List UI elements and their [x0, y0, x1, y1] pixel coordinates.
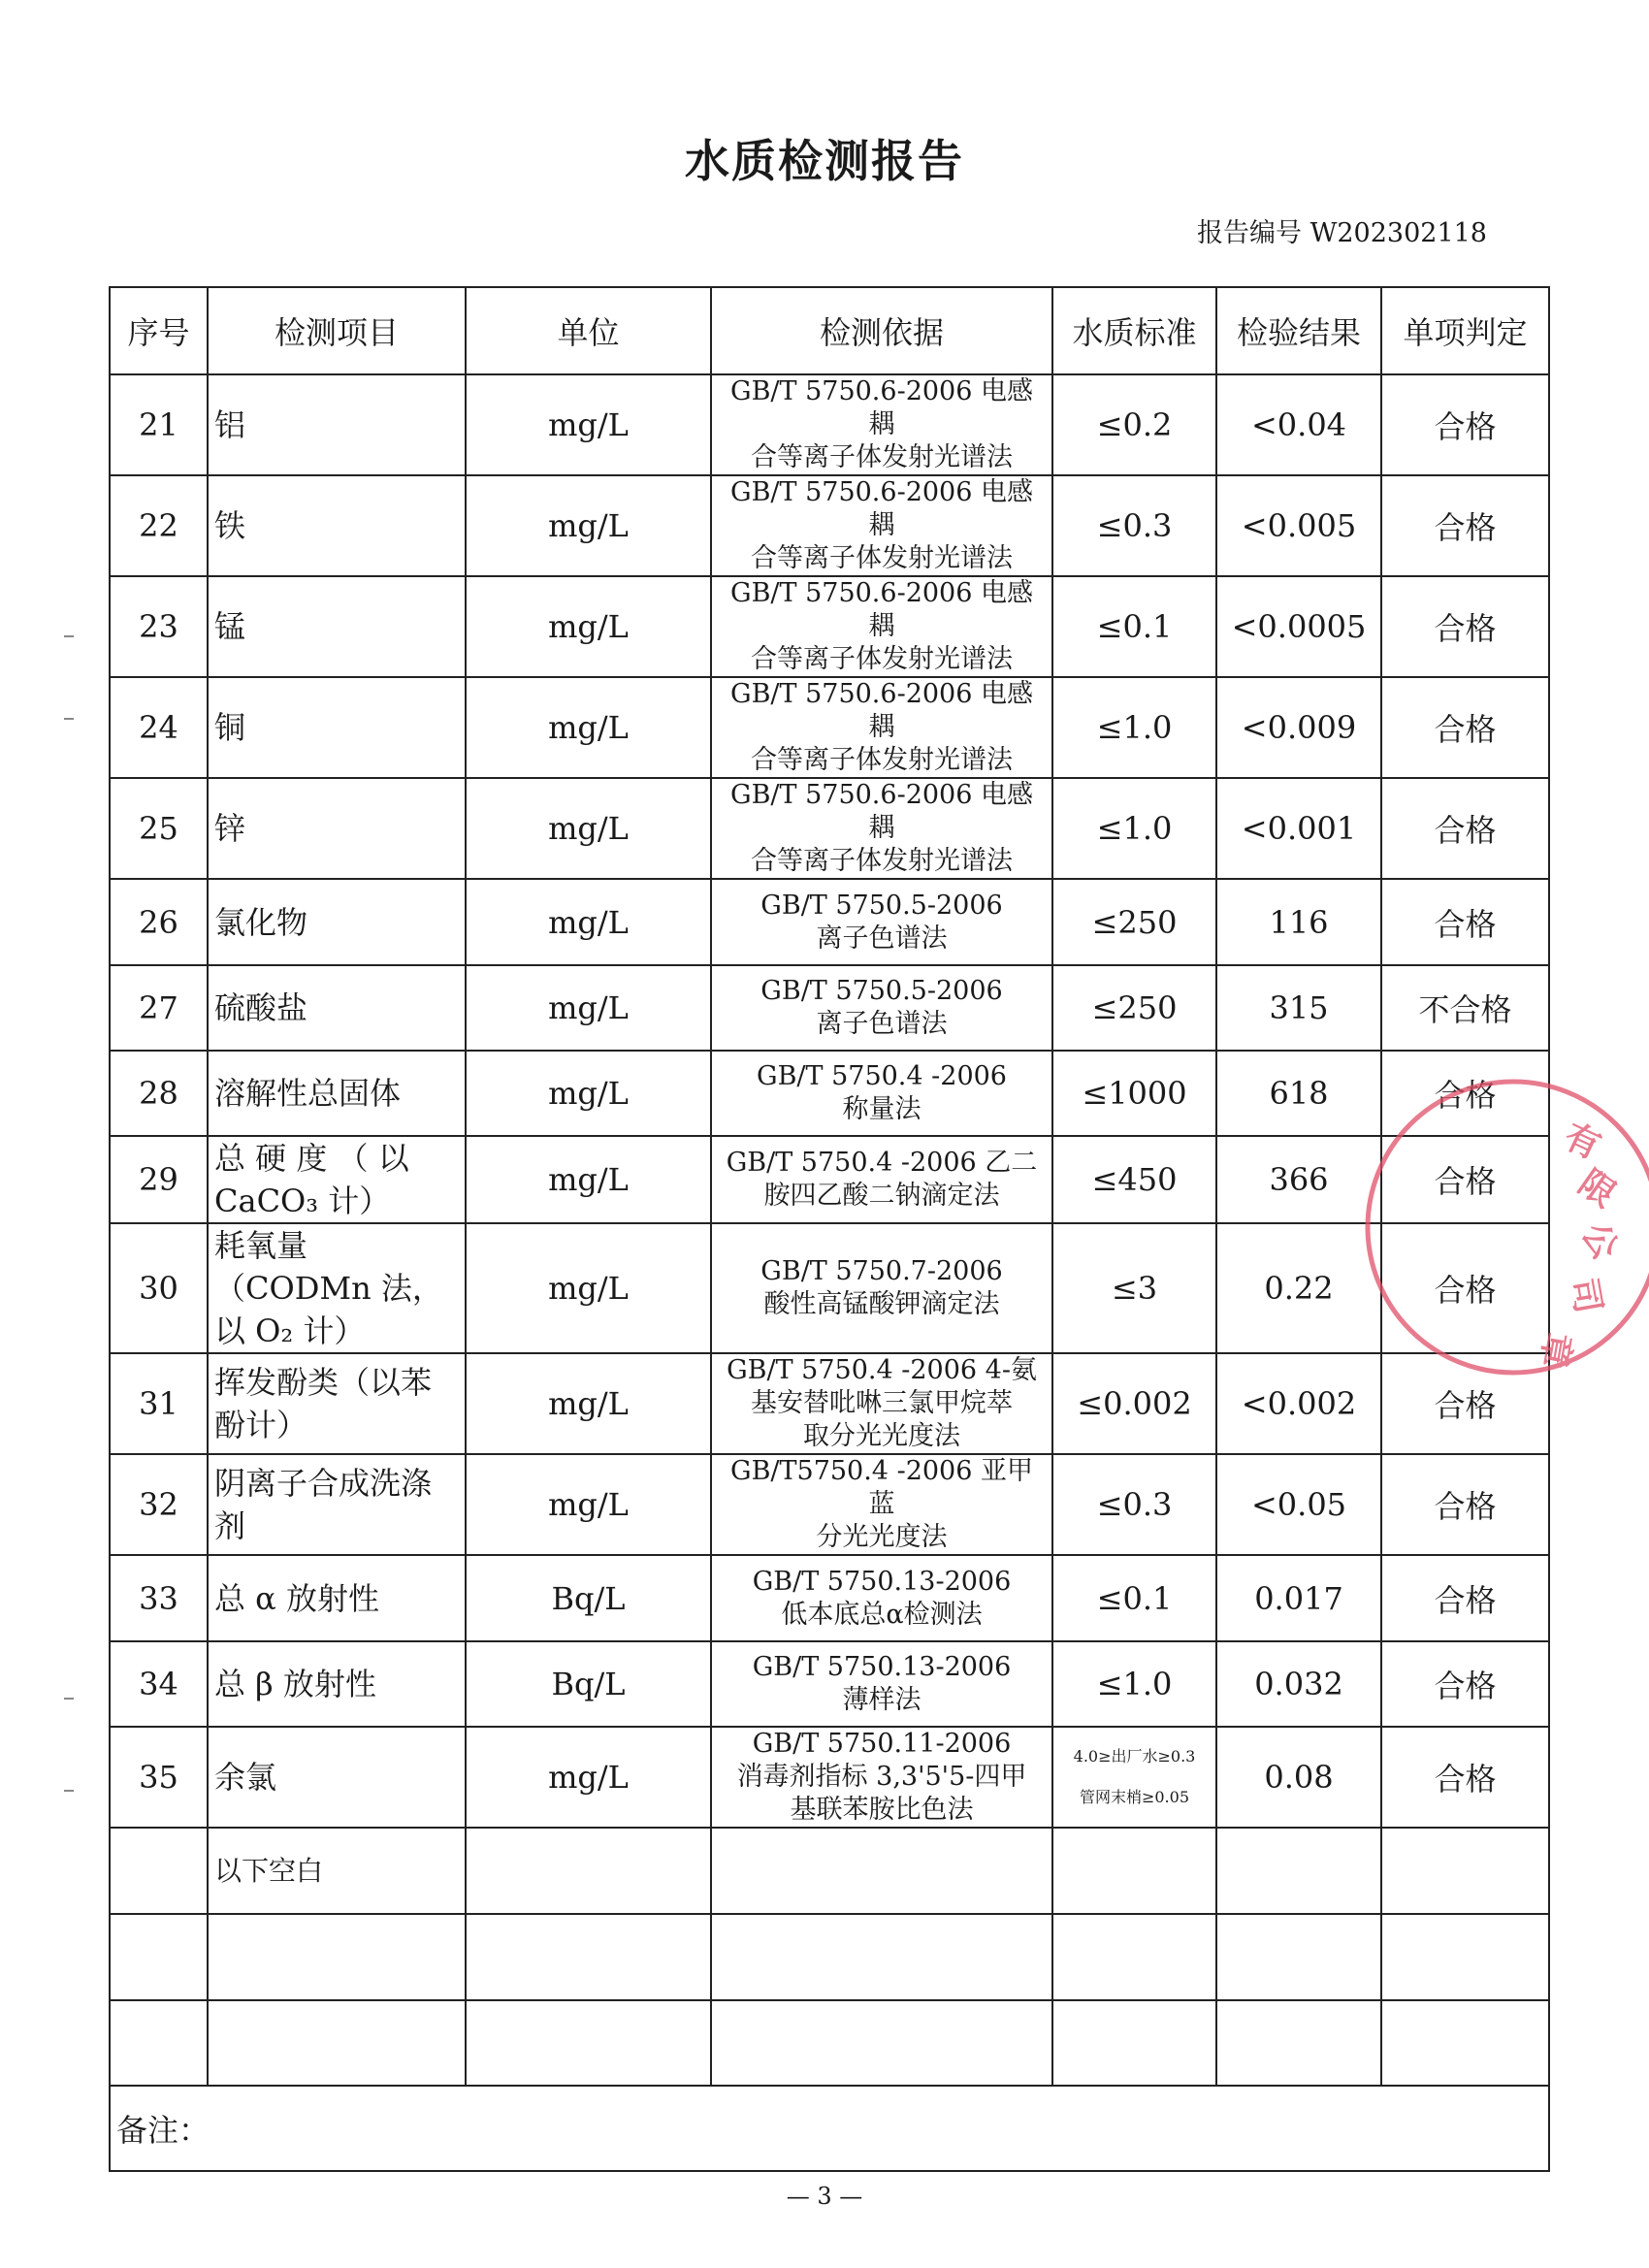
svg-text:司: 司 — [1563, 1275, 1608, 1317]
row-standard: ≤3 — [1052, 1223, 1216, 1353]
table-row — [110, 1051, 1549, 1136]
basis-line: 取分光光度法 — [803, 1421, 960, 1451]
page-number: — 3 — — [786, 2183, 863, 2210]
cell-empty — [110, 1828, 208, 1914]
margin-mark — [64, 635, 74, 637]
row-unit: mg/L — [466, 1727, 711, 1828]
company-stamp — [1533, 1067, 1649, 1387]
basis-line: 合等离子体发射光谱法 — [751, 543, 1013, 573]
row-unit: mg/L — [466, 1353, 711, 1454]
row-unit: mg/L — [466, 1051, 711, 1136]
row-basis — [711, 879, 1052, 965]
row-standard: ≤0.1 — [1052, 1555, 1216, 1641]
row-standard: ≤1000 — [1052, 1051, 1216, 1136]
row-result: <0.0005 — [1216, 576, 1381, 677]
row-number: 24 — [110, 677, 208, 778]
row-item: 硫酸盐 — [208, 965, 466, 1051]
row-standard: ≤0.3 — [1052, 1454, 1216, 1555]
row-standard — [1052, 1727, 1216, 1828]
table-row — [110, 879, 1549, 965]
remark-label: 备注： — [110, 2086, 1549, 2171]
row-number: 22 — [110, 475, 208, 576]
table-row — [110, 965, 1549, 1051]
report-title: 水质检测报告 — [685, 135, 964, 187]
row-basis — [711, 1223, 1052, 1353]
cell-empty — [208, 1914, 466, 2000]
row-unit: Bq/L — [466, 1555, 711, 1641]
row-basis — [711, 475, 1052, 576]
report-number: 报告编号 W202302118 — [1197, 218, 1487, 248]
row-number: 35 — [110, 1727, 208, 1828]
basis-line: GB/T5750.4 -2006 亚甲蓝 — [730, 1456, 1033, 1519]
row-item: 挥发酚类（以苯酚计） — [208, 1353, 466, 1454]
row-item: 铝 — [208, 374, 466, 475]
row-item: 锰 — [208, 576, 466, 677]
row-result: <0.002 — [1216, 1353, 1381, 1454]
table-row-empty — [110, 1914, 1549, 2000]
header-standard: 水质标准 — [1052, 287, 1216, 374]
row-number: 30 — [110, 1223, 208, 1353]
cell-empty — [711, 1828, 1052, 1914]
cell-empty — [1216, 1914, 1381, 2000]
table-row — [110, 1223, 1549, 1353]
row-item: 总 β 放射性 — [208, 1641, 466, 1727]
row-result: 315 — [1216, 965, 1381, 1051]
row-basis — [711, 1353, 1052, 1454]
row-judgement: 合格 — [1381, 1454, 1549, 1555]
cell-empty — [1052, 2000, 1216, 2086]
table-row — [110, 374, 1549, 475]
row-item: 铁 — [208, 475, 466, 576]
cell-empty — [466, 1914, 711, 2000]
row-result: 0.22 — [1216, 1223, 1381, 1353]
row-unit: mg/L — [466, 965, 711, 1051]
row-standard: ≤0.2 — [1052, 374, 1216, 475]
cell-empty — [1381, 1914, 1549, 2000]
cell-empty — [110, 2000, 208, 2086]
margin-mark — [64, 1698, 74, 1700]
basis-line: 分光光度法 — [816, 1522, 948, 1552]
row-judgement: 合格 — [1381, 1051, 1549, 1136]
standard-line: 4.0≥出厂水≥0.3 — [1073, 1747, 1196, 1766]
table-header-row — [110, 287, 1549, 374]
remark-row — [110, 2086, 1549, 2171]
row-number: 32 — [110, 1454, 208, 1555]
row-basis — [711, 1454, 1052, 1555]
row-number: 25 — [110, 778, 208, 879]
row-judgement: 合格 — [1381, 1555, 1549, 1641]
row-number: 33 — [110, 1555, 208, 1641]
cell-empty — [110, 1914, 208, 2000]
row-basis — [711, 1641, 1052, 1727]
table-row — [110, 475, 1549, 576]
row-result: <0.04 — [1216, 374, 1381, 475]
cell-empty — [466, 2000, 711, 2086]
row-result: 0.08 — [1216, 1727, 1381, 1828]
results-table — [109, 286, 1550, 2172]
row-result: <0.005 — [1216, 475, 1381, 576]
cell-empty — [1052, 1914, 1216, 2000]
row-result: 0.032 — [1216, 1641, 1381, 1727]
row-item: 耗氧量（CODMn 法，以 O₂ 计） — [208, 1223, 466, 1353]
svg-text:有: 有 — [1558, 1116, 1607, 1168]
header-item: 检测项目 — [208, 287, 466, 374]
row-number: 27 — [110, 965, 208, 1051]
row-standard: ≤250 — [1052, 965, 1216, 1051]
row-unit: Bq/L — [466, 1641, 711, 1727]
row-result: 618 — [1216, 1051, 1381, 1136]
cell-empty — [1052, 1828, 1216, 1914]
table-row — [110, 677, 1549, 778]
row-item: 锌 — [208, 778, 466, 879]
basis-line: GB/T 5750.5-2006 — [760, 890, 1003, 921]
basis-line: GB/T 5750.7-2006 — [760, 1256, 1003, 1286]
row-standard: ≤1.0 — [1052, 677, 1216, 778]
row-number: 28 — [110, 1051, 208, 1136]
row-result: 116 — [1216, 879, 1381, 965]
basis-line: GB/T 5750.5-2006 — [760, 976, 1003, 1006]
row-number: 31 — [110, 1353, 208, 1454]
cell-empty — [1381, 1828, 1549, 1914]
row-number: 29 — [110, 1136, 208, 1223]
cell-empty — [1381, 2000, 1549, 2086]
header-no: 序号 — [110, 287, 208, 374]
svg-text:公: 公 — [1573, 1216, 1626, 1267]
basis-line: 离子色谱法 — [816, 923, 948, 954]
basis-line: 称量法 — [842, 1094, 922, 1124]
row-unit: mg/L — [466, 1454, 711, 1555]
basis-line: 合等离子体发射光谱法 — [751, 644, 1013, 674]
header-unit: 单位 — [466, 287, 711, 374]
cell-empty — [711, 2000, 1052, 2086]
table-row — [110, 1353, 1549, 1454]
table-row — [110, 1136, 1549, 1223]
row-unit: mg/L — [466, 374, 711, 475]
basis-line: GB/T 5750.6-2006 电感耦 — [730, 578, 1033, 641]
row-unit: mg/L — [466, 576, 711, 677]
row-number: 34 — [110, 1641, 208, 1727]
basis-line: 胺四乙酸二钠滴定法 — [763, 1181, 1000, 1211]
row-unit: mg/L — [466, 475, 711, 576]
row-item: 总 α 放射性 — [208, 1555, 466, 1641]
basis-line: GB/T 5750.13-2006 — [752, 1652, 1012, 1682]
cell-empty — [1216, 2000, 1381, 2086]
cell-empty — [466, 1828, 711, 1914]
basis-line: GB/T 5750.11-2006 — [752, 1729, 1012, 1759]
row-unit: mg/L — [466, 1136, 711, 1223]
cell-empty — [1216, 1828, 1381, 1914]
header-basis: 检测依据 — [711, 287, 1052, 374]
standard-lines — [1059, 1736, 1210, 1818]
header-result: 检验结果 — [1216, 287, 1381, 374]
row-judgement: 合格 — [1381, 1223, 1549, 1353]
row-judgement: 合格 — [1381, 778, 1549, 879]
row-number: 26 — [110, 879, 208, 965]
row-basis — [711, 1727, 1052, 1828]
row-basis — [711, 1051, 1052, 1136]
basis-line: GB/T 5750.6-2006 电感耦 — [730, 376, 1033, 439]
row-judgement: 合格 — [1381, 1136, 1549, 1223]
row-basis — [711, 576, 1052, 677]
table-row — [110, 1555, 1549, 1641]
table-row — [110, 1641, 1549, 1727]
row-basis — [711, 677, 1052, 778]
row-item: 氯化物 — [208, 879, 466, 965]
row-judgement: 不合格 — [1381, 965, 1549, 1051]
row-judgement: 合格 — [1381, 576, 1549, 677]
basis-line: GB/T 5750.6-2006 电感耦 — [730, 679, 1033, 742]
table-row — [110, 576, 1549, 677]
row-judgement: 合格 — [1381, 1641, 1549, 1727]
basis-line: 酸性高锰酸钾滴定法 — [763, 1289, 1000, 1319]
table-row — [110, 1727, 1549, 1828]
basis-line: 合等离子体发射光谱法 — [751, 846, 1013, 876]
row-standard: ≤0.002 — [1052, 1353, 1216, 1454]
svg-text:章: 章 — [1532, 1329, 1578, 1372]
basis-line: GB/T 5750.6-2006 电感耦 — [730, 477, 1033, 540]
basis-line: GB/T 5750.13-2006 — [752, 1566, 1012, 1597]
basis-line: 离子色谱法 — [816, 1009, 948, 1039]
row-result: <0.001 — [1216, 778, 1381, 879]
row-item: 总 硬 度 （ 以 CaCO₃ 计） — [208, 1136, 466, 1223]
table-row — [110, 1454, 1549, 1555]
row-judgement: 合格 — [1381, 677, 1549, 778]
svg-text:限: 限 — [1570, 1162, 1623, 1216]
table-row — [110, 778, 1549, 879]
cell-empty — [208, 2000, 466, 2086]
row-item: 铜 — [208, 677, 466, 778]
row-result: 0.017 — [1216, 1555, 1381, 1641]
row-number: 23 — [110, 576, 208, 677]
row-judgement: 合格 — [1381, 879, 1549, 965]
row-standard: ≤250 — [1052, 879, 1216, 965]
basis-line: 消毒剂指标 3,3'5'5-四甲 — [736, 1762, 1027, 1792]
basis-line: GB/T 5750.4 -2006 乙二 — [726, 1148, 1038, 1178]
table-row-empty — [110, 2000, 1549, 2086]
basis-line: 合等离子体发射光谱法 — [751, 442, 1013, 472]
row-judgement: 合格 — [1381, 374, 1549, 475]
row-item: 溶解性总固体 — [208, 1051, 466, 1136]
row-unit: mg/L — [466, 677, 711, 778]
row-basis — [711, 374, 1052, 475]
cell-empty — [711, 1914, 1052, 2000]
row-unit: mg/L — [466, 879, 711, 965]
basis-line: 薄样法 — [842, 1685, 922, 1715]
row-basis — [711, 965, 1052, 1051]
row-standard: ≤0.1 — [1052, 576, 1216, 677]
header-judgement: 单项判定 — [1381, 287, 1549, 374]
row-standard: ≤1.0 — [1052, 1641, 1216, 1727]
basis-line: 低本底总α检测法 — [781, 1599, 983, 1630]
table-row-blank-note — [110, 1828, 1549, 1914]
row-result: <0.05 — [1216, 1454, 1381, 1555]
row-result: <0.009 — [1216, 677, 1381, 778]
row-basis — [711, 1136, 1052, 1223]
basis-line: 基联苯胺比色法 — [790, 1795, 974, 1825]
row-judgement: 合格 — [1381, 1727, 1549, 1828]
row-item: 阴离子合成洗涤剂 — [208, 1454, 466, 1555]
row-number: 21 — [110, 374, 208, 475]
row-result: 366 — [1216, 1136, 1381, 1223]
row-judgement: 合格 — [1381, 475, 1549, 576]
margin-mark — [64, 1790, 74, 1792]
blank-note: 以下空白 — [208, 1828, 466, 1914]
margin-mark — [64, 718, 74, 720]
row-judgement: 合格 — [1381, 1353, 1549, 1454]
row-standard: ≤450 — [1052, 1136, 1216, 1223]
row-basis — [711, 778, 1052, 879]
row-unit: mg/L — [466, 778, 711, 879]
basis-line: GB/T 5750.6-2006 电感耦 — [730, 780, 1033, 843]
row-item: 余氯 — [208, 1727, 466, 1828]
standard-line: 管网末梢≥0.05 — [1079, 1788, 1190, 1806]
row-standard: ≤0.3 — [1052, 475, 1216, 576]
basis-line: GB/T 5750.4 -2006 — [757, 1061, 1007, 1091]
row-unit: mg/L — [466, 1223, 711, 1353]
row-standard: ≤1.0 — [1052, 778, 1216, 879]
basis-line: GB/T 5750.4 -2006 4-氨 — [727, 1355, 1037, 1385]
basis-line: 基安替吡啉三氯甲烷萃 — [751, 1388, 1013, 1418]
row-basis — [711, 1555, 1052, 1641]
basis-line: 合等离子体发射光谱法 — [751, 745, 1013, 775]
